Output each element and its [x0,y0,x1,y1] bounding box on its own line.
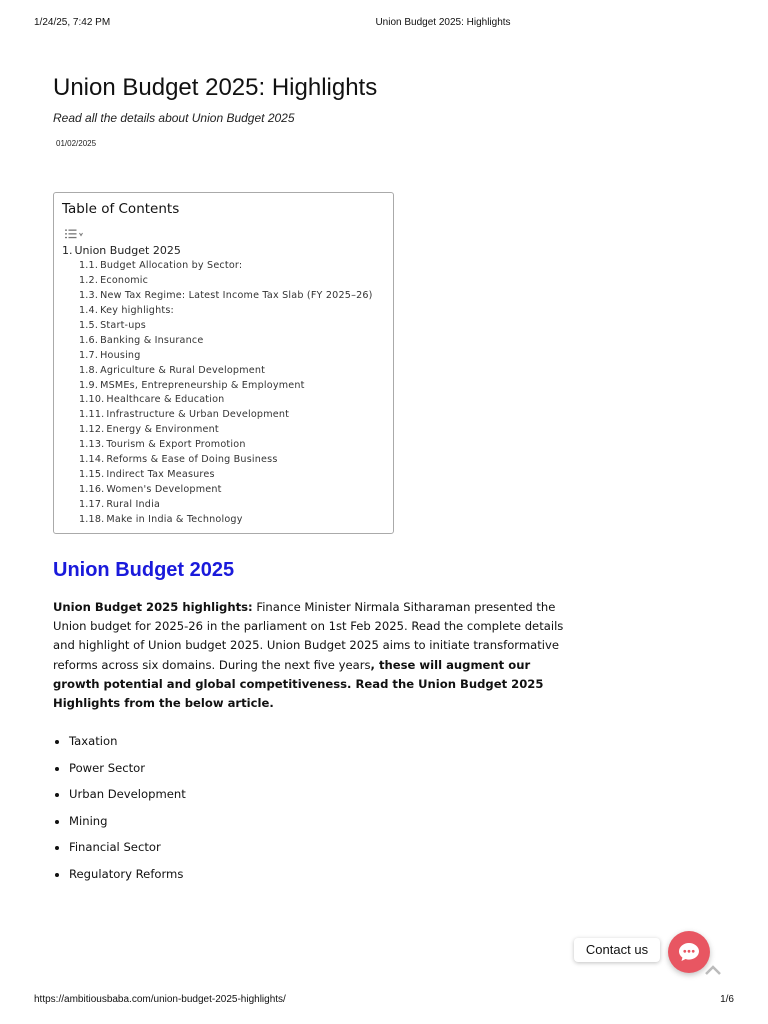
toc-link[interactable] [79,468,373,483]
list-item: • Regulatory Reforms [69,864,186,891]
toc-link[interactable] [79,438,373,453]
toc-link[interactable] [79,408,373,423]
toc-item-number: 1.14. [79,454,105,466]
toc-item-label: Agriculture & Rural Development [100,364,266,376]
toc-item-number: 1.1. [79,260,99,271]
toc-link[interactable] [79,319,373,334]
toc-item-label: Tourism & Export Promotion [106,439,246,451]
toc-item-label: Energy & Environment [106,424,219,436]
article-subtitle: Read all the details about Union Budget 2025 [53,111,295,125]
section-heading: Union Budget 2025 [53,559,235,581]
list-item: • Financial Sector [69,837,186,864]
toc-link[interactable] [79,379,373,394]
toc-item-number: 1.4. [79,304,99,316]
toc-link[interactable] [79,423,373,438]
print-header [0,17,768,31]
print-datetime: 1/24/25, 7:42 PM [34,17,111,28]
toc-item-label: Banking & Insurance [100,334,204,346]
intro-paragraph [53,598,578,713]
chat-bubble-icon [678,942,700,962]
list-item: • Power Sector [69,758,186,785]
toc-sublist [62,259,373,528]
contact-us-label[interactable]: Contact us [574,938,660,962]
toc-item-main [62,242,373,528]
toc-heading: Table of Contents [62,201,180,217]
toc-item-number: 1.11. [79,409,105,421]
list-toggle-icon[interactable] [65,224,85,234]
toc-item-number: 1.7. [79,349,99,361]
page-title: Union Budget 2025: Highlights [53,74,378,101]
toc-item-number: 1.12. [79,424,105,436]
toc-link[interactable] [79,393,373,408]
toc-item-number: 1.2. [79,274,99,286]
toc-item-label: Indirect Tax Measures [106,469,215,481]
post-date: 01/02/2025 [56,139,97,148]
toc-list [62,242,373,528]
toc-item-label: Reforms & Ease of Doing Business [106,454,278,466]
page-number: 1/6 [720,994,734,1005]
toc-item-label: Budget Allocation by Sector: [100,260,243,271]
toc-item-number: 1.18. [79,513,105,525]
toc-item-label: New Tax Regime: Latest Income Tax Slab (FY 2025–26) [100,289,373,301]
toc-item-number: 1.8. [79,364,99,376]
intro-bold: , these will augment our growth potential and global competitiveness. Read the Union Budget 2025 Highlights from the below article. [53,657,544,711]
toc-item-label: Infrastructure & Urban Development [106,409,290,421]
toc-link[interactable] [79,259,373,274]
toc-link[interactable] [79,274,373,289]
toc-item-label: Start-ups [100,319,146,331]
toc-link[interactable] [79,304,373,319]
toc-item-number: 1.15. [79,469,105,481]
toc-link[interactable] [79,453,373,468]
chevron-up-icon[interactable] [704,963,722,975]
toc-item-label: Rural India [106,499,161,510]
list-item: • Mining [69,811,186,838]
toc-item-number: 1. [62,244,73,257]
toc-link[interactable] [79,498,373,513]
page-url: https://ambitiousbaba.com/union-budget-2025-highlights/ [34,994,286,1005]
list-item: • Urban Development [69,784,186,811]
toc-item-number: 1.3. [79,289,99,301]
toc-item-label: Healthcare & Education [106,394,225,406]
toc-item-number: 1.17. [79,499,105,510]
toc-link-union-budget-2025[interactable] [62,242,373,259]
toc-item-label: Economic [100,274,149,286]
toc-link[interactable] [79,334,373,349]
toc-item-number: 1.16. [79,484,105,496]
toc-link[interactable] [79,513,373,528]
toc-item-number: 1.13. [79,439,105,451]
domain-list [53,731,186,891]
toc-link[interactable] [79,349,373,364]
toc-item-label: Make in India & Technology [106,513,243,525]
list-item: • Taxation [69,731,186,758]
toc-item-label: MSMEs, Entrepreneurship & Employment [100,379,305,391]
toc-link[interactable] [79,289,373,304]
toc-item-number: 1.5. [79,319,99,331]
table-of-contents [53,192,394,534]
print-footer [0,994,768,1008]
toc-item-label: Key highlights: [100,304,174,316]
toc-item-label: Union Budget 2025 [74,244,181,257]
toc-link[interactable] [79,364,373,379]
intro-body: Finance Minister Nirmala Sitharaman presented the Union budget for 2025-26 in the parliament on 1st Feb 2025. Read the complete details and highlight of Union budget 2025. Union Budget 2025 aims to initiate transformative reforms across six domains. During the next five years [53,600,564,672]
toc-item-label: Housing [100,349,141,361]
intro-lead: Union Budget 2025 highlights: [53,600,253,614]
toc-link[interactable] [79,483,373,498]
toc-item-label: Women's Development [106,484,222,496]
print-title: Union Budget 2025: Highlights [375,17,511,28]
toc-item-number: 1.10. [79,394,105,406]
toc-item-number: 1.9. [79,379,99,391]
toc-item-number: 1.6. [79,334,99,346]
